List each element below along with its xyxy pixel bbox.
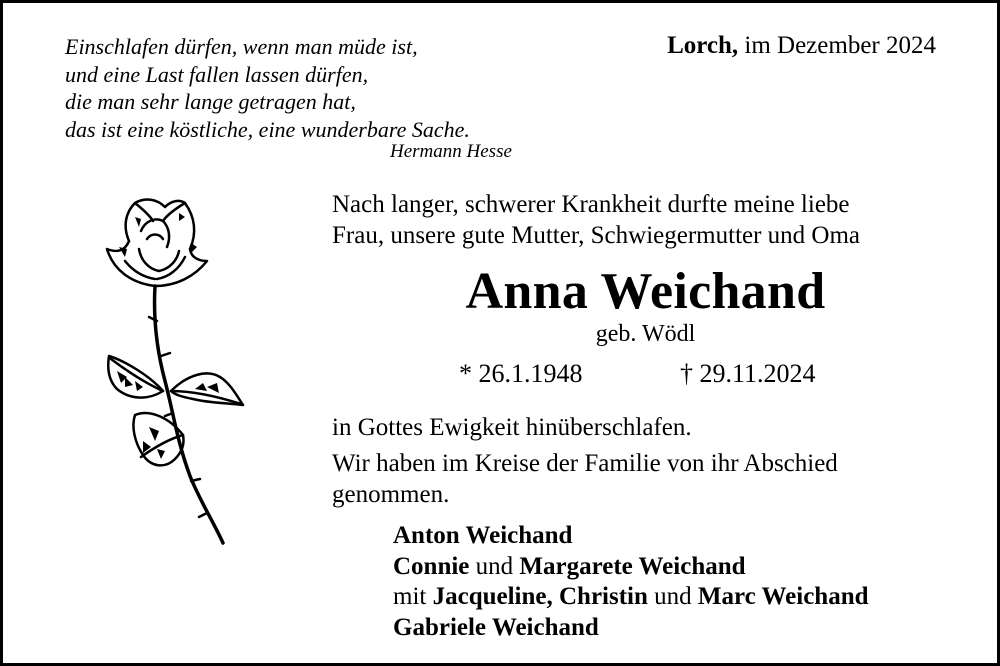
poem-line: das ist eine köstliche, eine wunderbare Sache. [65,116,470,142]
body-paragraph [332,448,838,510]
rose-icon [95,191,255,556]
poem [65,33,470,143]
mourner-row [393,582,869,613]
body-line: genommen. [332,481,450,508]
mourners-list [393,521,869,643]
body-line: in Gottes Ewigkeit hinüberschlafen. [332,414,692,441]
mourner-row [393,613,869,644]
intro-line: Nach langer, schwerer Krankheit durfte meine liebe [332,191,850,218]
date: im Dezember 2024 [744,32,936,59]
connector-word: mit [393,583,427,610]
mourner-name: Marc Weichand [697,583,869,610]
poem-author: Hermann Hesse [390,141,512,162]
mourner-name: Connie [393,552,470,580]
mourner-name: Margarete Weichand [519,552,746,580]
connector-word: und [654,583,692,610]
connector-word: und [475,552,514,580]
mourner-row [393,521,869,552]
death-date: † 29.11.2024 [680,359,816,388]
poem-line: die man sehr lange getragen hat, [65,89,356,114]
intro-line: Frau, unsere gute Mutter, Schwiegermutter und Oma [332,222,861,249]
place-date [667,32,936,60]
mourner-row [393,552,869,583]
maiden-name: geb. Wödl [595,321,696,347]
mourner-name: Gabriele Weichand [393,613,599,641]
mourner-name: Anton Weichand [393,522,573,549]
body-line: Wir haben im Kreise der Familie von ihr Abschied [332,450,838,477]
poem-line: Einschlafen dürfen, wenn man müde ist, [65,34,418,59]
deceased-name: Anna Weichand [465,263,826,320]
body-text [332,412,838,510]
mourner-name: Jacqueline, Christin [432,583,648,610]
place: Lorch, [667,32,739,59]
birth-date: * 26.1.1948 [459,359,583,388]
poem-line: und eine Last fallen lassen dürfen, [65,61,369,87]
intro-text [332,189,860,251]
